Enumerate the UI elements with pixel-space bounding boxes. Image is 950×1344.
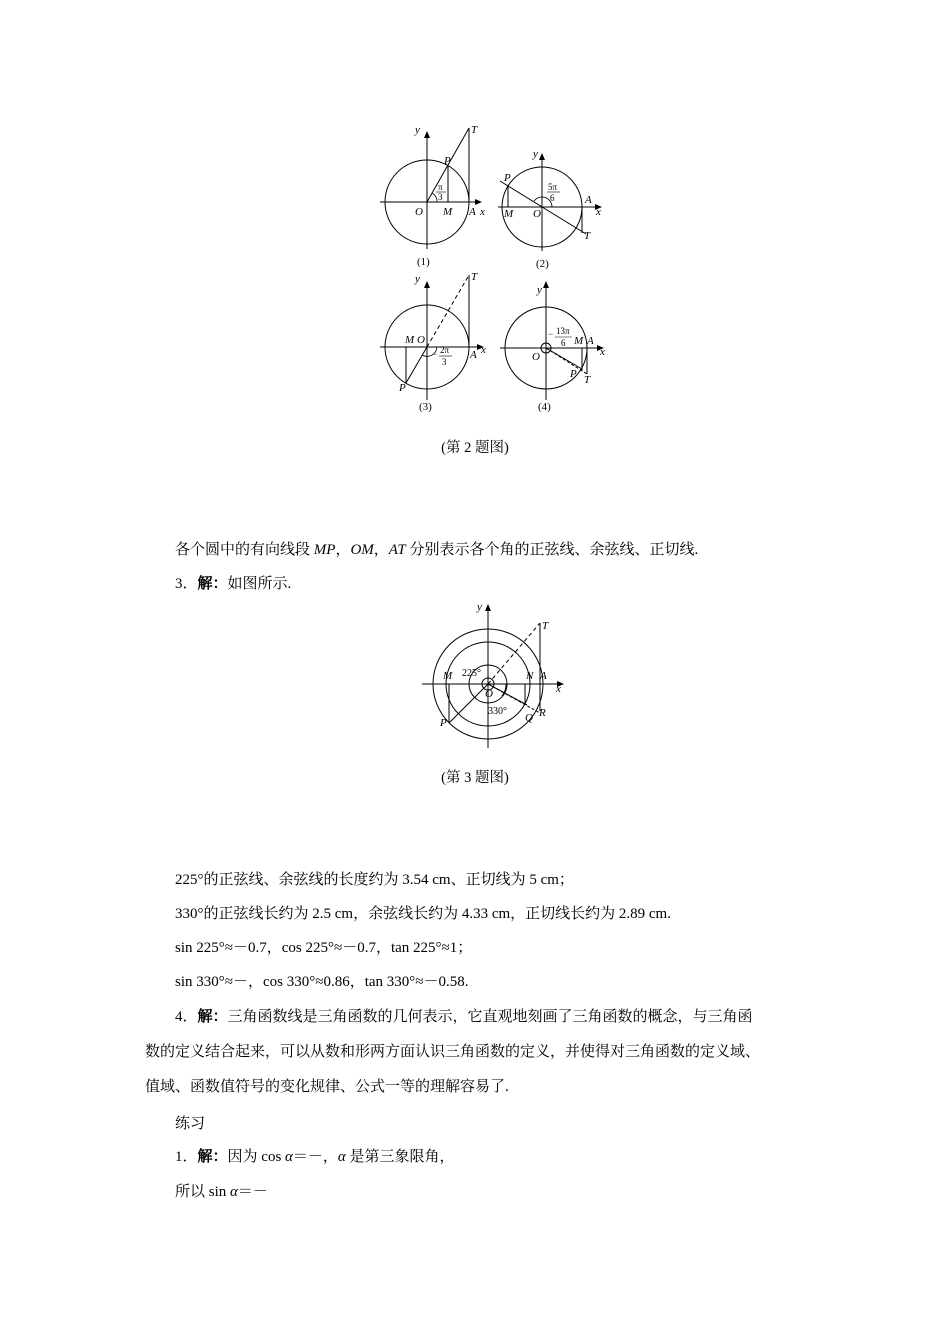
fig2-p2-label-T: T <box>584 230 591 242</box>
fig2-p3-label-T: T <box>471 271 478 283</box>
fig2-p4-angle-sign: − <box>548 329 554 339</box>
fig2-p3-label-O: O <box>417 334 425 346</box>
segment-mp: MP <box>313 542 336 558</box>
question-4-line-2: 数的定义结合起来，可以从数和形两方面认识三角函数的定义，并使得对三角函数的定义域、 <box>145 1044 761 1060</box>
question-4-line-3: 值域、函数值符号的变化规律、公式一等的理解容易了. <box>145 1079 509 1095</box>
fig3-label-M: M <box>443 670 453 682</box>
fig3-label-T: T <box>542 620 549 632</box>
fig2-p2-number: (2) <box>536 258 549 270</box>
fig2-p2-label-x: x <box>596 206 601 218</box>
fig2-p3-label-A: A <box>470 349 477 361</box>
q3-text: 如图所示. <box>227 576 292 592</box>
fig2-p1-angle-den: 3 <box>438 192 443 202</box>
fig2-p3-label-y: y <box>415 273 420 285</box>
practice-q1-post: 是第三象限角， <box>345 1149 455 1165</box>
fig2-p3-label-x: x <box>481 344 486 356</box>
fig3-label-Q: Q <box>525 712 533 724</box>
fig2-p4-label-P: P <box>570 368 577 380</box>
fig3-label-N: N <box>526 670 534 682</box>
practice-q1-line-2 <box>175 1180 268 1201</box>
segment-om: OM <box>350 542 374 558</box>
figure-2-caption: (第 2 题图) <box>441 440 509 456</box>
fig3-angle-330: 330° <box>488 706 507 717</box>
fig3-label-O: O <box>485 688 493 700</box>
practice-q1-alpha-1: α <box>285 1149 293 1165</box>
segment-sep-1: ， <box>335 542 351 558</box>
fig2-p4-angle-den: 6 <box>561 338 566 348</box>
fig2-p2-label-O: O <box>533 208 541 220</box>
q4-number: 4． <box>175 1009 198 1025</box>
fig2-p4-label-x: x <box>600 346 605 358</box>
fig2-p2-angle-den: 6 <box>550 193 555 203</box>
fig3-angle-225: 225° <box>462 668 481 679</box>
fig3-label-A: A <box>540 670 547 682</box>
segment-text-post: 分别表示各个角的正弦线、余弦线、正切线. <box>405 542 699 558</box>
fig2-p4-label-M: M <box>574 335 584 347</box>
practice-q1-number: 1． <box>175 1149 198 1165</box>
fig2-p3-angle-sign: − <box>432 349 438 359</box>
figure-2 <box>370 115 620 420</box>
fig2-p1-angle-num: π <box>438 182 443 192</box>
segment-at: AT <box>388 542 406 558</box>
fig2-p1-label-P: P <box>444 155 451 167</box>
fig2-p3-number: (3) <box>419 401 432 413</box>
result-line-2: 330°的正弦线长约为 2.5 cm，余弦线长约为 4.33 cm，正切线长约为 2.89 cm. <box>175 906 671 922</box>
fig3-label-y: y <box>477 601 482 613</box>
result-line-4: sin 330°≈－，cos 330°≈0.86，tan 330°≈－0.58. <box>175 974 469 990</box>
fig3-label-P: P <box>440 717 447 729</box>
fig2-p1-label-A: A <box>469 206 476 218</box>
practice-q1-pre: 因为 cos <box>227 1149 286 1165</box>
fig3-label-R: R <box>539 707 546 719</box>
figure-2-graphic <box>370 115 620 420</box>
fig2-p4-number: (4) <box>538 401 551 413</box>
practice-q1-line2-post: ＝－ <box>237 1184 268 1200</box>
fig2-p2-angle-num: 5π <box>548 182 558 192</box>
practice-q1-label: 解： <box>197 1149 228 1165</box>
fig2-p2-label-P: P <box>504 172 511 184</box>
practice-q1-line2-pre: 所以 sin <box>175 1184 231 1200</box>
fig2-p2-label-M: M <box>504 208 514 220</box>
fig2-p3-label-P: P <box>399 382 406 394</box>
fig2-p1-label-O: O <box>415 206 423 218</box>
fig2-p4-label-T: T <box>584 374 591 386</box>
fig2-p4-label-A: A <box>587 335 594 347</box>
fig2-p4-label-O: O <box>532 351 540 363</box>
figure-3-graphic <box>412 598 572 758</box>
fig2-p2-label-A: A <box>585 194 592 206</box>
practice-q1-alpha-3: α <box>230 1184 238 1200</box>
practice-heading: 练习 <box>175 1116 206 1132</box>
practice-q1-line-1 <box>175 1145 455 1166</box>
result-line-3: sin 225°≈－0.7，cos 225°≈－0.7，tan 225°≈1； <box>175 940 473 956</box>
result-line-1: 225°的正弦线、余弦线的长度约为 3.54 cm、正切线为 5 cm； <box>175 872 574 888</box>
fig2-p1-label-T: T <box>471 124 478 136</box>
segment-text-pre: 各个圆中的有向线段 <box>175 542 314 558</box>
fig2-p3-angle-den: 3 <box>442 357 447 367</box>
fig3-label-x: x <box>556 683 561 695</box>
fig2-p1-number: (1) <box>417 256 430 268</box>
practice-q1-mid: ＝－， <box>292 1149 338 1165</box>
fig2-p2-label-y: y <box>533 148 538 160</box>
fig2-p3-angle-num: 2π <box>440 345 450 355</box>
fig2-p4-angle-num: 13π <box>556 326 570 336</box>
q3-label: 解： <box>197 576 228 592</box>
fig2-p1-label-M: M <box>443 206 453 218</box>
practice-q1-alpha-2: α <box>337 1149 346 1165</box>
fig2-p1-label-y: y <box>415 124 420 136</box>
q4-text-1: 三角函数线是三角函数的几何表示，它直观地刻画了三角函数的概念，与三角函 <box>227 1009 753 1025</box>
figure-3 <box>412 598 572 758</box>
fig2-p4-label-y: y <box>537 284 542 296</box>
segment-sep-2: ， <box>373 542 389 558</box>
question-4-line-1 <box>175 1005 753 1026</box>
q4-label: 解： <box>197 1009 228 1025</box>
fig2-p1-label-x: x <box>480 206 485 218</box>
q3-number: 3． <box>175 576 198 592</box>
fig2-p3-label-M: M <box>405 334 415 346</box>
figure-3-caption: (第 3 题图) <box>441 770 509 786</box>
segment-explanation <box>175 538 698 559</box>
question-3-answer <box>175 572 291 593</box>
